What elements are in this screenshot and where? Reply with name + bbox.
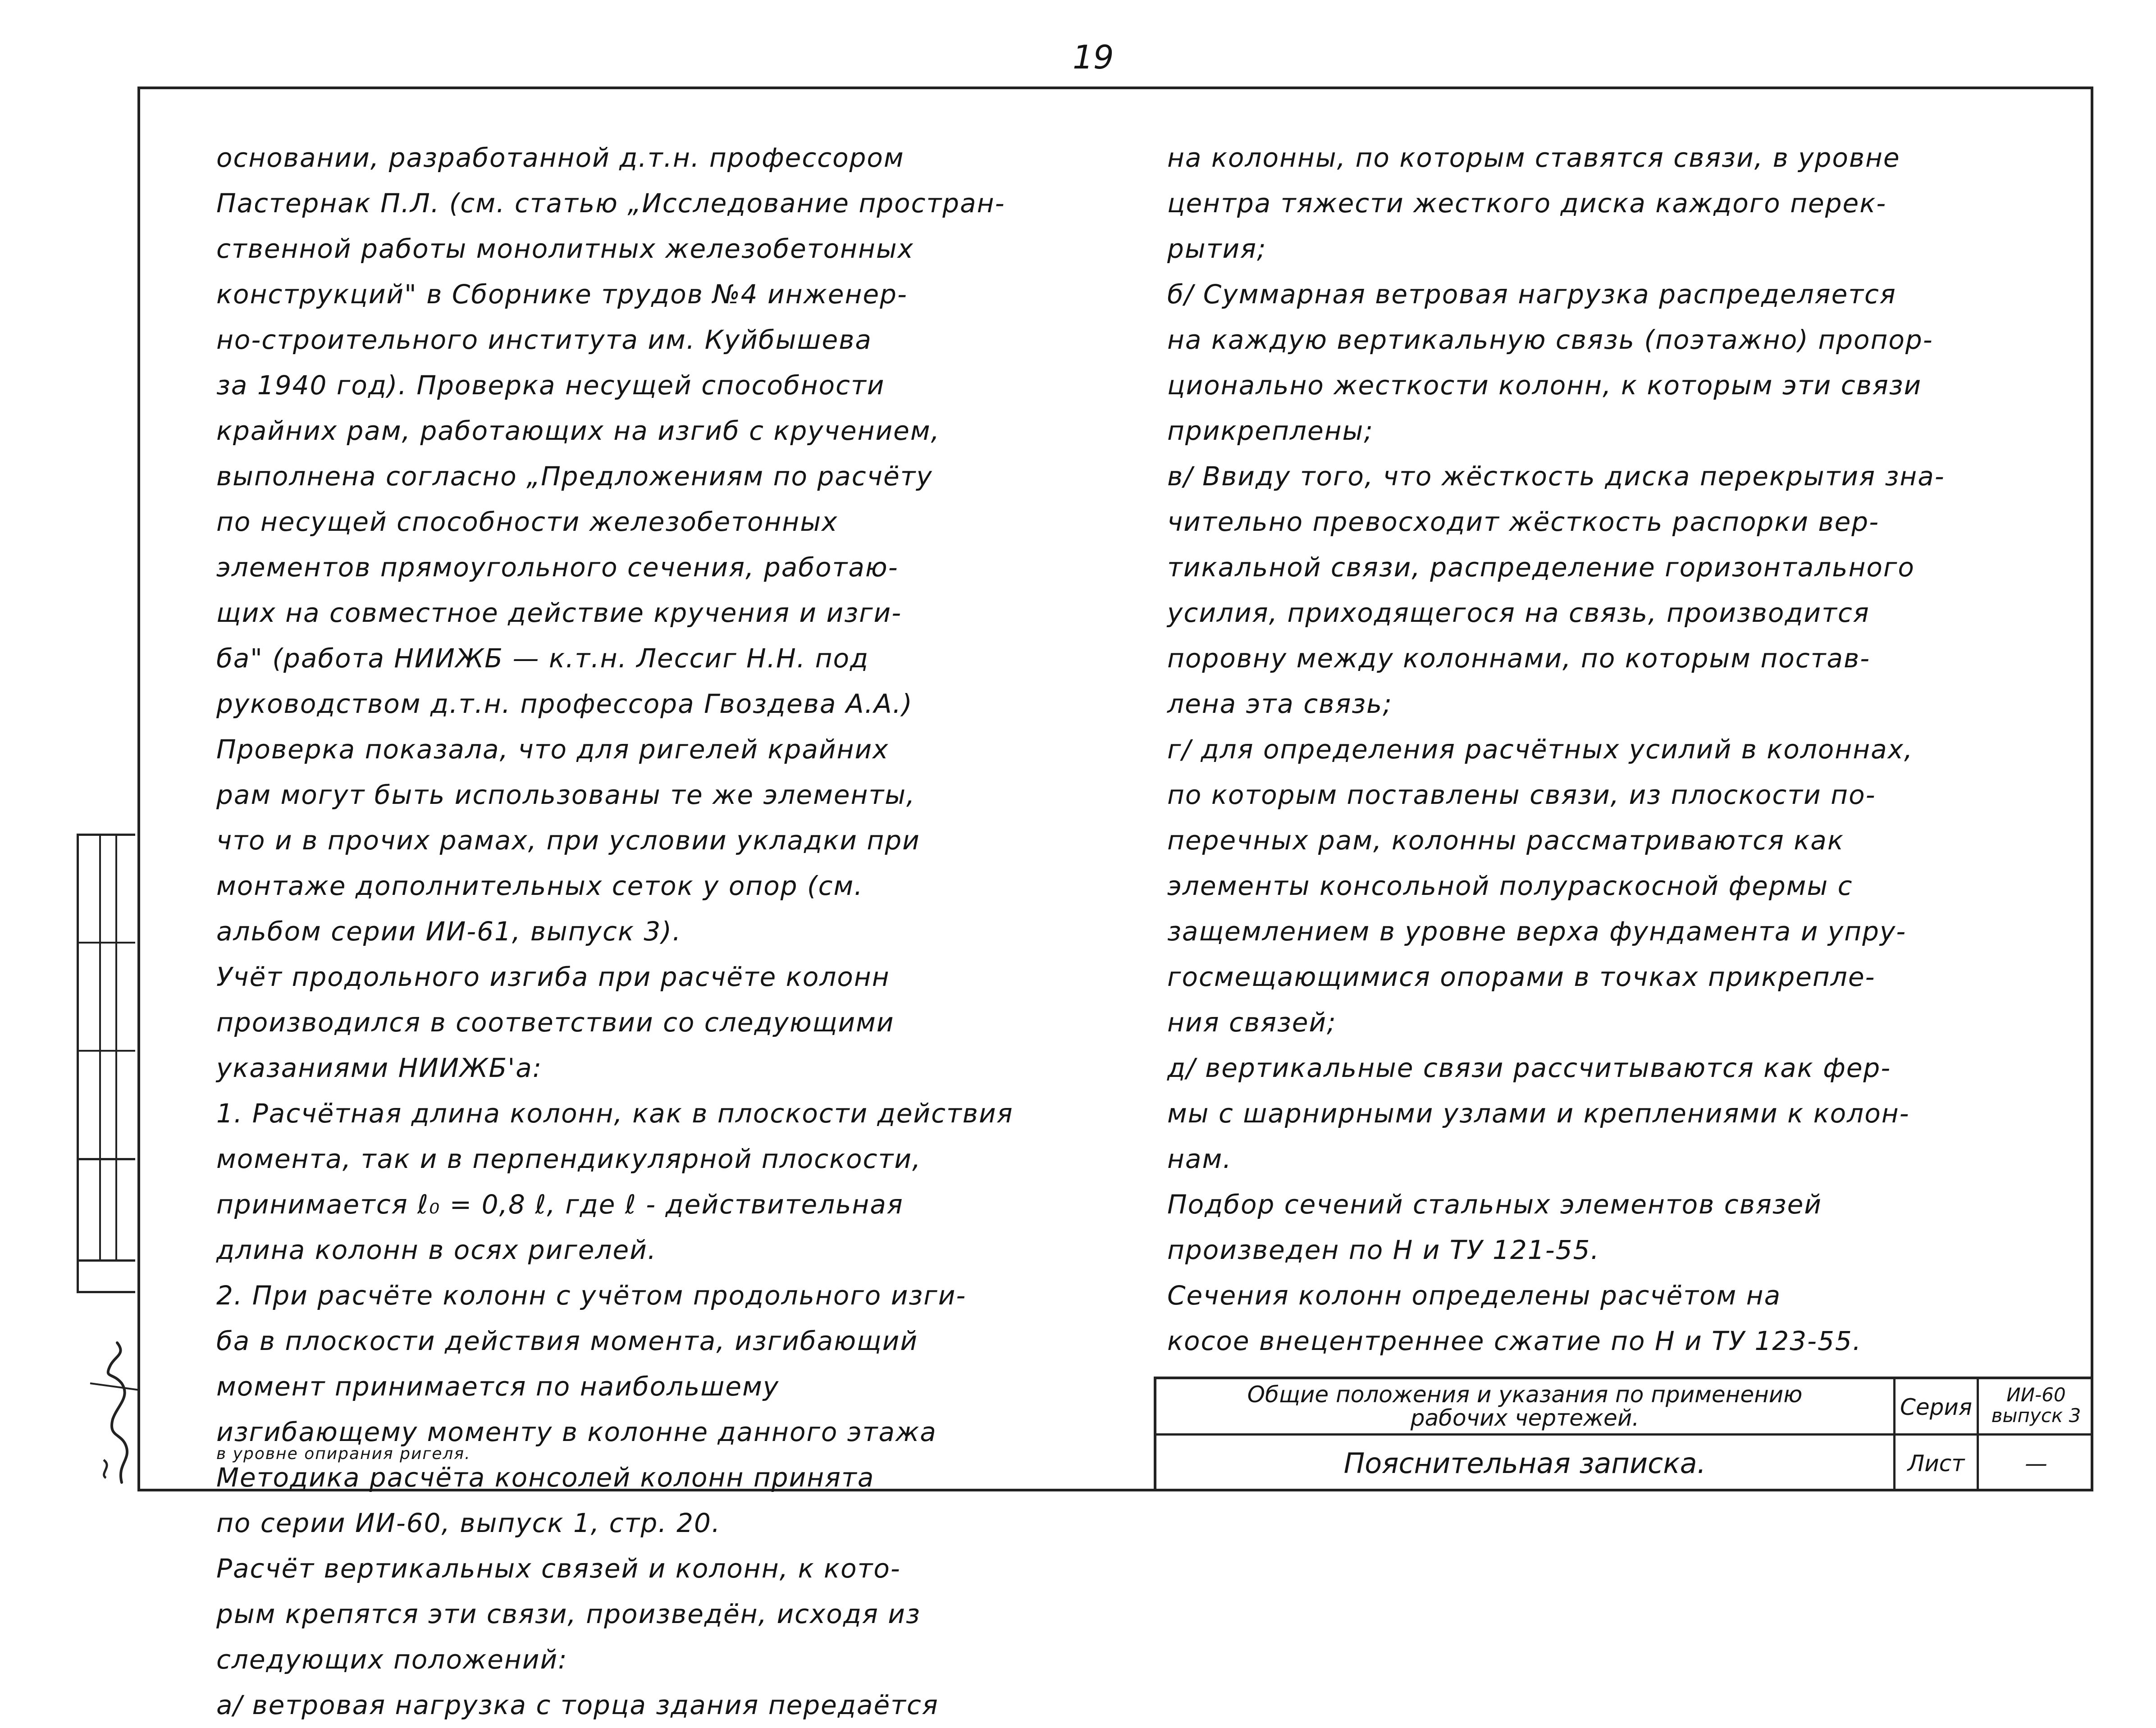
text-line: момента, так и в перпендикулярной плоскости, [216,1144,922,1174]
text-line: усилия, приходящегося на связь, производится [1167,597,1870,628]
text-line: перечных рам, колонны рассматриваются как [1167,825,1844,856]
text-line: произведен по Н и ТУ 121-55. [1167,1235,1600,1265]
text-line: лена эта связь; [1167,688,1393,719]
text-line: момент принимается по наибольшему [216,1371,780,1402]
text-line: Сечения колонн определены расчётом на [1167,1280,1781,1311]
text-line: основании, разработанной д.т.н. профессором [216,142,904,173]
text-line: д/ вертикальные связи рассчитываются как фер- [1167,1053,1891,1083]
text-line: а/ ветровая нагрузка с торца здания передаётся [216,1690,939,1720]
title-block-sheet-value-cell [1979,1436,2093,1491]
text-line: госмещающимися опорами в точках прикрепле- [1167,962,1876,992]
text-line: Подбор сечений стальных элементов связей [1167,1189,1822,1220]
text-line: конструкций" в Сборнике трудов №4 инженер- [216,279,908,310]
margin-lower-box [77,1158,135,1293]
text-line: б/ Суммарная ветровая нагрузка распределяется [1167,279,1896,310]
text-line: в/ Ввиду того, что жёсткость диска перекрытия зна- [1167,461,1945,492]
title-block-series-label-cell [1896,1379,1979,1436]
text-line: рытия; [1167,233,1267,264]
text-line: по которым поставлены связи, из плоскости по- [1167,780,1876,810]
text-line: производился в соответствии со следующими [216,1007,895,1038]
text-line: указаниями НИИЖБ'а: [216,1053,543,1083]
text-line: ственной работы монолитных железобетонных [216,233,914,264]
right-text-column [1167,135,1945,1364]
text-line: г/ для определения расчётных усилий в колоннах, [1167,734,1914,765]
text-line: монтаже дополнительных сеток у опор (см. [216,871,863,901]
title-block-name: Пояснительная записка. [1343,1447,1706,1480]
title-block-title-cell [1156,1379,1896,1436]
title-block-sheet-value: — [2025,1450,2047,1477]
text-line: 1. Расчётная длина колонн, как в плоскости действия [216,1098,1014,1129]
text-line: на каждую вертикальную связь (поэтажно) пропор- [1167,324,1933,355]
text-line: мы с шарнирными узлами и креплениями к колон- [1167,1098,1910,1129]
text-line: элементы консольной полураскосной фермы с [1167,871,1853,901]
title-block-sheet-label-cell [1896,1436,1979,1491]
title-block-title-line2: рабочих чертежей. [1410,1405,1640,1431]
text-line: Проверка показала, что для ригелей крайних [216,734,889,765]
text-line: Методика расчёта консолей колонн принята [216,1462,875,1493]
text-line: тикальной связи, распределение горизонтального [1167,552,1915,583]
title-block-sheet-label: Лист [1907,1450,1965,1477]
title-block-name-cell [1156,1436,1896,1491]
text-line: защемлением в уровне верха фундамента и упру- [1167,916,1907,947]
text-line: рам могут быть использованы те же элементы, [216,780,916,810]
page-number: 19 [1073,38,1114,76]
text-line: щих на совместное действие кручения и изги- [216,597,902,628]
text-line: Расчёт вертикальных связей и колонн, к кото- [216,1553,901,1584]
title-block-series-value-line1: ИИ-60 [2006,1384,2066,1406]
title-block-title-line1: Общие положения и указания по применению [1247,1381,1803,1408]
text-line: изгибающему моменту в колонне данного этажа [216,1417,937,1447]
handwritten-signature [63,1329,158,1491]
margin-rule [79,1050,135,1052]
text-line: за 1940 год). Проверка несущей способности [216,370,885,401]
text-line: элементов прямоугольного сечения, работаю- [216,552,899,583]
text-line: косое внецентреннее сжатие по Н и ТУ 123-55. [1167,1326,1862,1356]
text-line: ба" (работа НИИЖБ — к.т.н. Лессиг Н.Н. под [216,643,869,674]
text-line: поровну между колоннами, по которым постав- [1167,643,1871,674]
text-line: на колонны, по которым ставятся связи, в уровне [1167,142,1900,173]
text-line: что и в прочих рамах, при условии укладки при [216,825,920,856]
text-line: ционально жесткости колонн, к которым эти связи [1167,370,1922,401]
text-line: рым крепятся эти связи, произведён, исходя из [216,1599,921,1629]
inline-note: в уровне опирания ригеля. [216,1445,471,1463]
text-line: принимается ℓ₀ = 0,8 ℓ, где ℓ - действительная [216,1189,904,1220]
text-line: по серии ИИ-60, выпуск 1, стр. 20. [216,1508,721,1538]
text-line: альбом серии ИИ-61, выпуск 3). [216,916,682,947]
text-line: крайних рам, работающих на изгиб с кручением, [216,415,941,446]
text-line: руководством д.т.н. профессора Гвоздева А.А.) [216,688,913,719]
text-line: но-строительного института им. Куйбышева [216,324,872,355]
title-block-series-label: Серия [1900,1394,1972,1420]
title-block [1154,1377,2093,1491]
text-line: Учёт продольного изгиба при расчёте колонн [216,962,890,992]
text-line: 2. При расчёте колонн с учётом продольного изги- [216,1280,967,1311]
text-line: выполнена согласно „Предложениям по расчёту [216,461,933,492]
margin-rule [79,942,135,944]
text-line: центра тяжести жесткого диска каждого перек- [1167,188,1887,219]
text-line: чительно превосходит жёсткость распорки вер- [1167,506,1879,537]
text-line: Пастернак П.Л. (см. статью „Исследование простран- [216,188,1005,219]
title-block-series-value-cell [1979,1379,2093,1436]
title-block-series-value-line2: выпуск 3 [1991,1404,2081,1427]
text-line: нам. [1167,1144,1232,1174]
text-line: прикреплены; [1167,415,1374,446]
text-line: ба в плоскости действия момента, изгибающий [216,1326,918,1356]
text-line: следующих положений: [216,1644,568,1675]
left-text-column [216,135,1014,1728]
text-line: ния связей; [1167,1007,1337,1038]
text-line: длина колонн в осях ригелей. [216,1235,657,1265]
text-line: по несущей способности железобетонных [216,506,838,537]
